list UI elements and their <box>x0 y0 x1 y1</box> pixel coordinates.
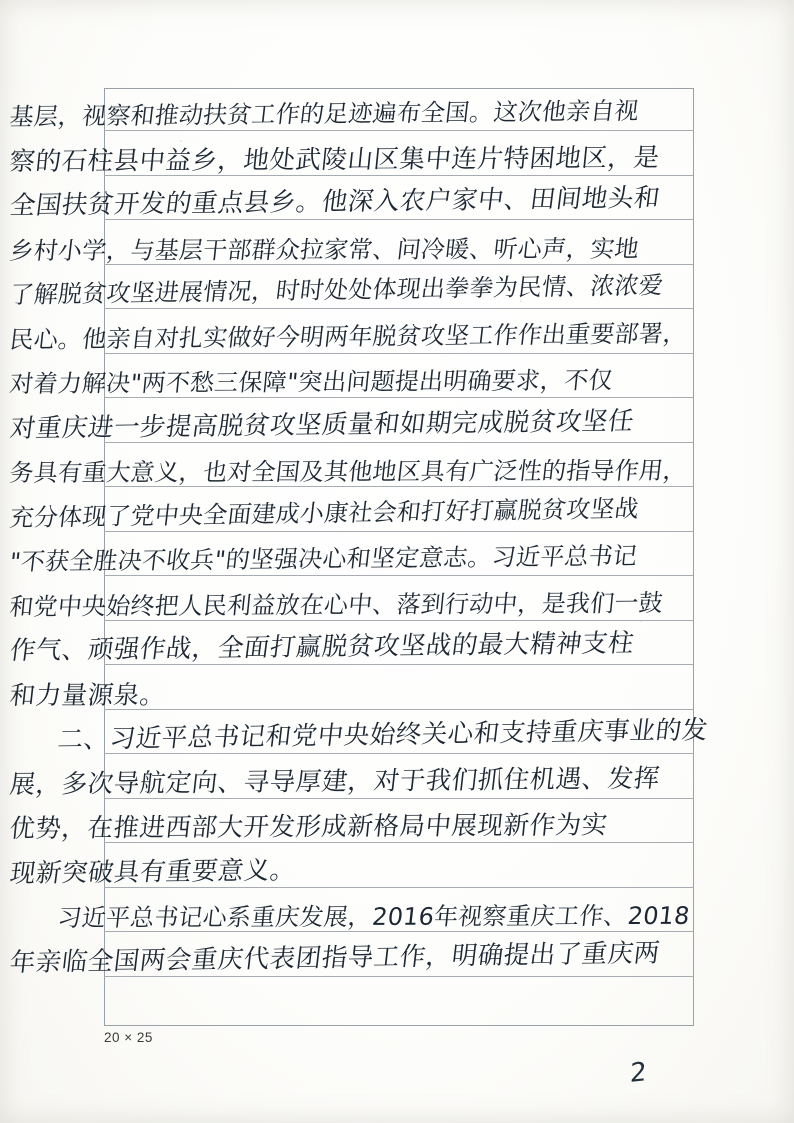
handwritten-line: 现新突破具有重要意义。 <box>8 854 298 889</box>
grid-size-stamp: 20 × 25 <box>104 1030 153 1045</box>
page-number: 2 <box>629 1056 648 1090</box>
handwritten-line: 民心。他亲自对扎实做好今明两年脱贫攻坚工作作出重要部署， <box>8 318 689 354</box>
rule-line <box>104 308 694 309</box>
handwritten-line: 习近平总书记心系重庆发展，2016年视察重庆工作、2018 <box>56 901 692 932</box>
handwritten-line: "不获全胜决不收兵"的坚强决心和坚定意志。习近平总书记 <box>8 541 639 576</box>
handwritten-line: 乡村小学，与基层干部群众拉家常、问冷暖、听心声，实地 <box>8 234 641 265</box>
handwritten-line: 基层，视察和推动扶贫工作的足迹遍布全国。这次他亲自视 <box>8 96 641 131</box>
handwritten-line: 年亲临全国两会重庆代表团指导工作，明确提出了重庆两 <box>8 937 662 978</box>
handwritten-line: 察的石柱县中益乡，地处武陵山区集中连片特困地区，是 <box>8 142 662 177</box>
handwritten-line: 和力量源泉。 <box>8 679 168 711</box>
rule-line <box>104 531 694 532</box>
handwritten-line: 优势，在推进西部大开发形成新格局中展现新作为实 <box>8 810 610 844</box>
handwritten-line: 二、习近平总书记和党中央始终关心和支持重庆事业的发 <box>56 715 710 755</box>
handwritten-line: 务具有重大意义，也对全国及其他地区具有广泛性的指导作用， <box>8 456 689 487</box>
handwritten-line: 了解脱贫攻坚进展情况，时时处处体现出拳拳为民情、浓浓爱 <box>8 271 665 309</box>
handwritten-line: 对重庆进一步提高脱贫攻坚质量和如期完成脱贫攻坚任 <box>8 405 636 444</box>
handwritten-line: 作气、顽强作战，全面打赢脱贫攻坚战的最大精神支柱 <box>8 628 636 666</box>
handwritten-line: 充分体现了党中央全面建成小康社会和打好打赢脱贫攻坚战 <box>8 494 641 532</box>
handwritten-line: 全国扶贫开发的重点县乡。他深入农户家中、田间地头和 <box>8 183 662 221</box>
handwritten-line: 和党中央始终把人民利益放在心中、落到行动中，是我们一鼓 <box>8 588 665 621</box>
handwritten-line: 展，多次导航定向、寻导厚建，对于我们抓住机遇、发挥 <box>8 763 662 800</box>
handwritten-line: 对着力解决"两不愁三保障"突出问题提出明确要求，不仅 <box>8 366 615 398</box>
